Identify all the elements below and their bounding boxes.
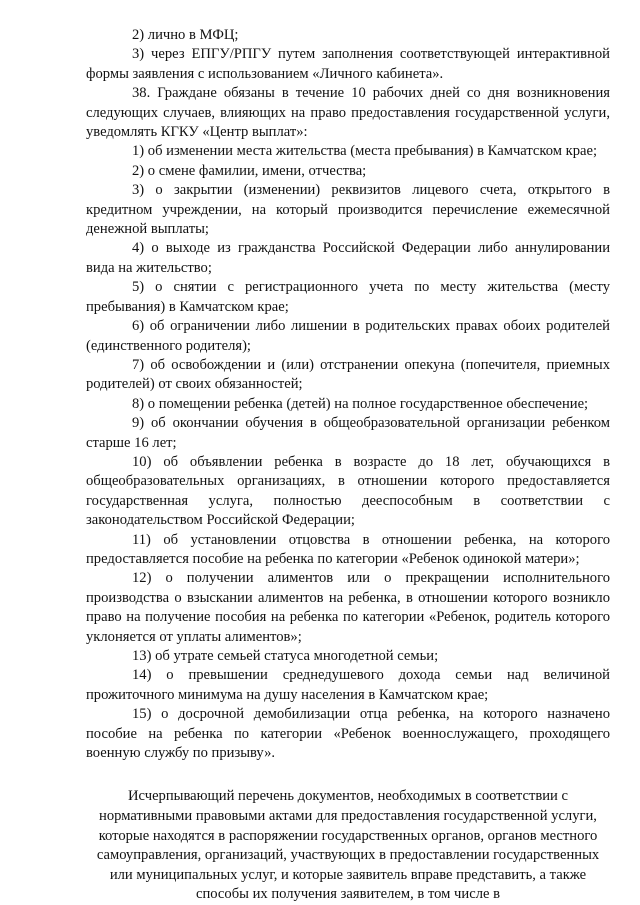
list-item: 2) лично в МФЦ;	[132, 27, 239, 43]
clause-paragraph: 38. Граждане обязаны в течение 10 рабочих дней со дня возникновения следующих случаев, влияющих на право предоставления государственной услуги, уведомлять КГКУ «Центр выплат»:	[86, 85, 610, 141]
list-item: 11) об установлении отцовства в отношении ребенка, на которого предоставляется пособие на ребенка по категории «Ребенок одинокой матери»;	[86, 531, 610, 567]
section-heading: Исчерпывающий перечень документов, необходимых в соответствии с нормативными правовыми актами для предоставления государственной услуги, которые находятся в распоряжении государственных органов, органов местного самоуправления, организаций, участвующих в предоставлении государственных или муниципальных услуг, и которые заявитель вправе представить, а также способы их получения заявителем, в том числе в	[96, 788, 600, 903]
list-item: 13) об утрате семьей статуса многодетной семьи;	[132, 648, 439, 664]
list-item: 8) о помещении ребенка (детей) на полное государственное обеспечение;	[132, 395, 589, 412]
list-item: 6) об ограничении либо лишении в родительских правах обоих родителей (единственного родителя);	[86, 318, 610, 354]
list-item: 14) о превышении среднедушевого дохода семьи над величиной прожиточного минимума на душу населения в Камчатском крае;	[86, 667, 610, 703]
list-item: 7) об освобождении и (или) отстранении опекуна (попечителя, приемных родителей) от своих обязанностей;	[86, 356, 610, 393]
list-item: 1) об изменении места жительства (места пребывания) в Камчатском крае;	[132, 143, 598, 160]
list-item: 5) о снятии с регистрационного учета по месту жительства (месту пребывания) в Камчатском крае;	[86, 279, 610, 315]
list-item: 12) о получении алиментов или о прекращении исполнительного производства о взыскании алиментов на ребенка, в отношении которого возникло право на получение пособия на ребенка по категории «Ребенок, родитель которого уклоняется от уплаты алиментов»;	[86, 570, 610, 645]
list-item: 3) через ЕПГУ/РПГУ путем заполнения соответствующей интерактивной формы заявления с использованием «Личного кабинета».	[86, 46, 610, 82]
document-page	[86, 26, 610, 905]
list-item: 9) об окончании обучения в общеобразовательной организации ребенком старше 16 лет;	[86, 415, 610, 451]
list-item: 4) о выходе из гражданства Российской Федерации либо аннулировании вида на жительство;	[86, 240, 610, 276]
list-item: 3) о закрытии (изменении) реквизитов лицевого счета, открытого в кредитном учреждении, на который производится перечисление ежемесячной денежной выплаты;	[86, 182, 610, 238]
list-item: 10) об объявлении ребенка в возрасте до 18 лет, обучающихся в общеобразовательных организациях, в отношении которого предоставляется государственная услуга, полностью дееспособным в соответствии с законодательством Российской Федерации;	[86, 453, 610, 529]
list-item: 2) о смене фамилии, имени, отчества;	[132, 162, 367, 179]
list-item: 15) о досрочной демобилизации отца ребенка, на которого назначено пособие на ребенка по категории «Ребенок военнослужащего, проходящего военную службу по призыву».	[86, 706, 610, 762]
